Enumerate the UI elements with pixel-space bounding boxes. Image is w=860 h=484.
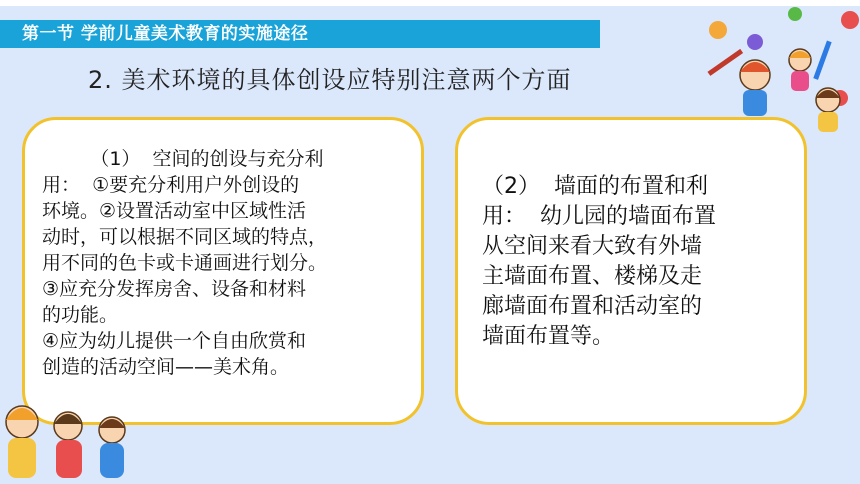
slide-subtitle: 2. 美术环境的具体创设应特别注意两个方面 [88,66,572,94]
card-text-space: （1） 空间的创设与充分利 用： ①要充分利用户外创设的 环境。②设置活动室中区域性活 动时，可以根据不同区域的特点， 用不同的色卡或卡通画进行划分。 ③应充分发挥房舍、设备和材料 的功能。 ④应为幼儿提供一个自由欣赏和 创造的活动空间——美术角。 [42,148,328,378]
header-title: 第一节 学前儿童美术教育的实施途径 [22,24,309,44]
content-card-wall [455,117,807,425]
children-group-illustration-icon [0,392,150,484]
content-card-space [22,117,424,425]
card-text-wall: （2） 墙面的布置和利 用： 幼儿园的墙面布置 从空间来看大致有外墙 主墙面布置、楼梯及走 廊墙面布置和活动室的 墙面布置等。 [482,174,716,349]
painting-kids-illustration-icon [700,0,860,135]
